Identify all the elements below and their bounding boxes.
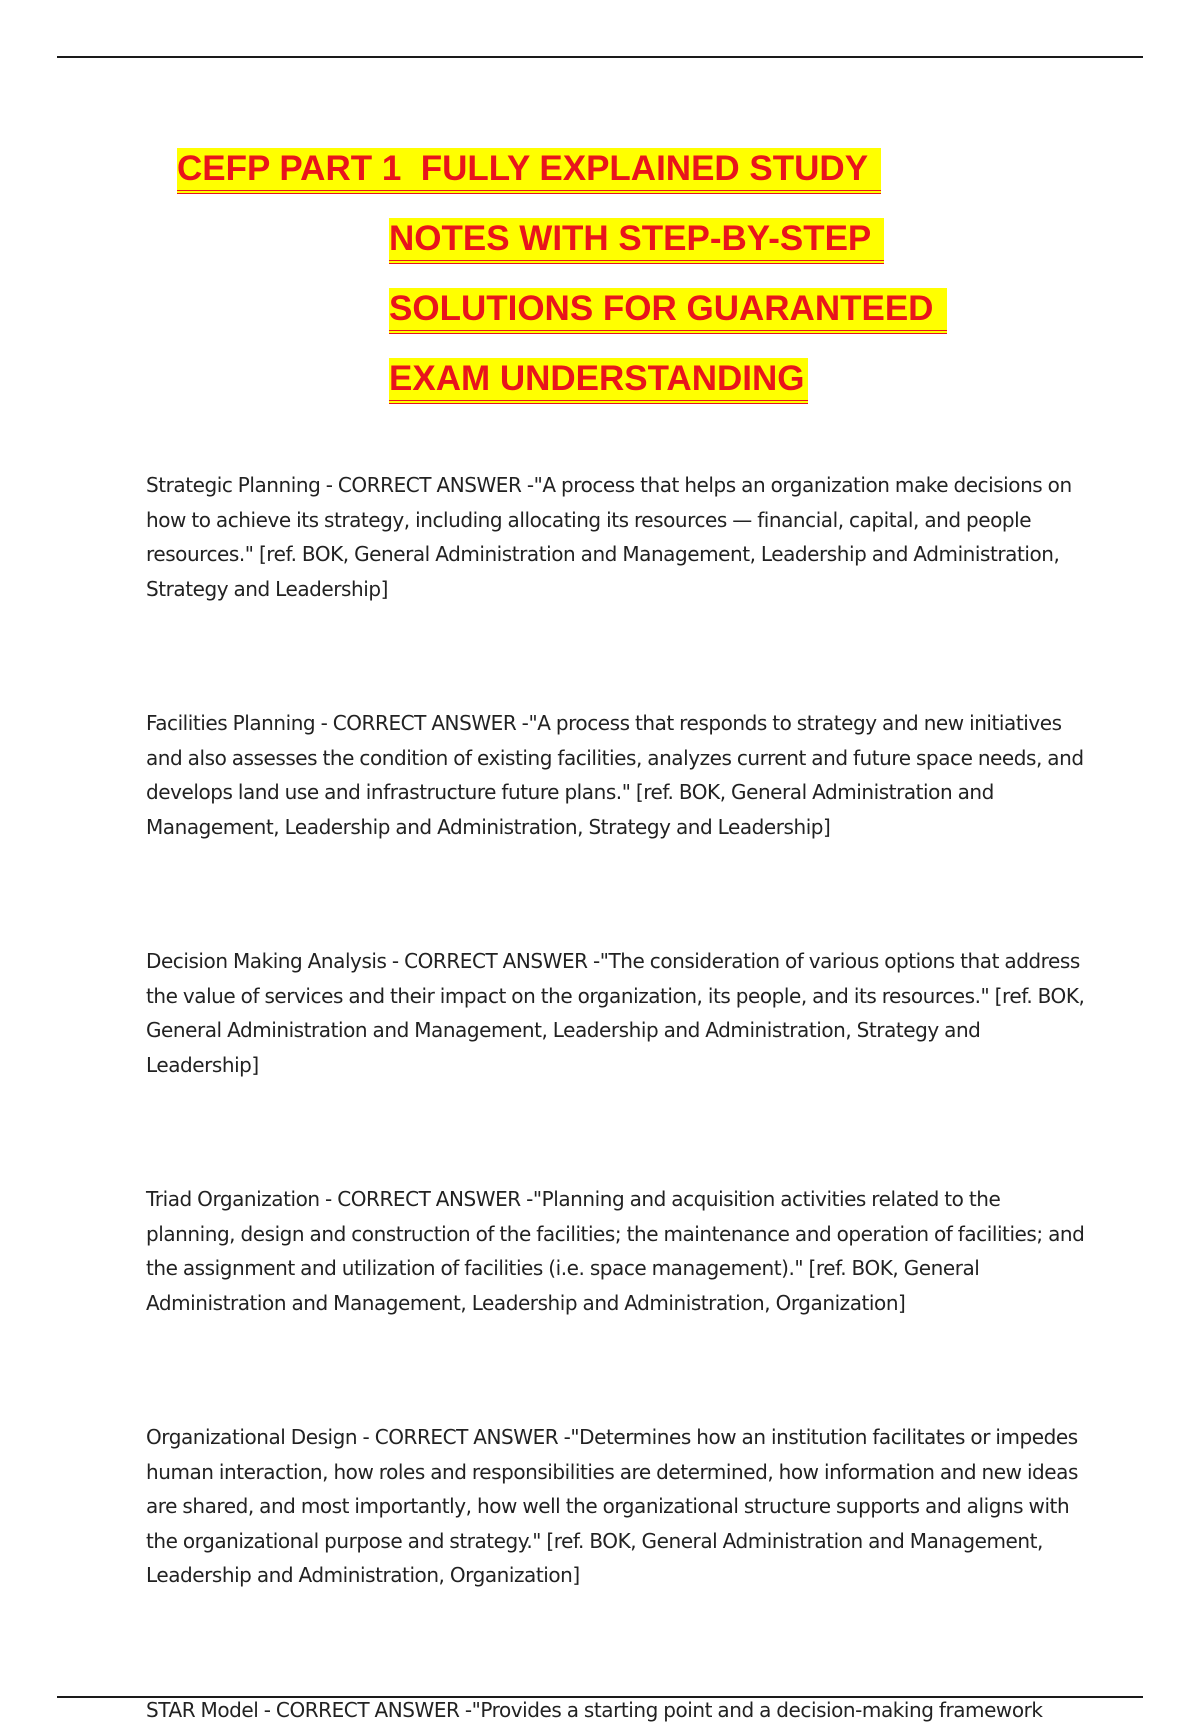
title-line-2: NOTES WITH STEP-BY-STEP xyxy=(389,218,884,264)
title-line-3: SOLUTIONS FOR GUARANTEED xyxy=(389,288,947,334)
entry-organizational-design: Organizational Design - CORRECT ANSWER -"Determines how an institution facilitates or impedes human interaction, how roles and responsibilities are determined, how information and new ideas are shared, and most importantly, how well the organizational structure supports and aligns with the organizational purpose and strategy." [ref. BOK, General Administration and Management, Leadership and Administration, Organization] xyxy=(146,1420,1086,1593)
document-title xyxy=(0,0,1200,420)
title-line-4: EXAM UNDERSTANDING xyxy=(389,358,808,404)
entry-triad-organization: Triad Organization - CORRECT ANSWER -"Planning and acquisition activities related to the planning, design and construction of the facilities; the maintenance and operation of facilities; and the assignment and utilization of facilities (i.e. space management)." [ref. BOK, General Administration and Management, Leadership and Administration, Organization] xyxy=(146,1182,1086,1320)
entry-facilities-planning: Facilities Planning - CORRECT ANSWER -"A process that responds to strategy and new initiatives and also assesses the condition of existing facilities, analyzes current and future space needs, and develops land use and infrastructure future plans." [ref. BOK, General Administration and Management, Leadership and Administration, Strategy and Leadership] xyxy=(146,706,1086,844)
bottom-rule xyxy=(57,1696,1143,1698)
entry-strategic-planning: Strategic Planning - CORRECT ANSWER -"A process that helps an organization make decisions on how to achieve its strategy, including allocating its resources — financial, capital, and people resources." [ref. BOK, General Administration and Management, Leadership and Administration, Strategy and Leadership] xyxy=(146,468,1086,606)
glossary-entries xyxy=(146,468,1086,1727)
entry-star-model: STAR Model - CORRECT ANSWER -"Provides a starting point and a decision-making framework xyxy=(146,1693,1086,1727)
entry-decision-making-analysis: Decision Making Analysis - CORRECT ANSWER -"The consideration of various options that address the value of services and their impact on the organization, its people, and its resources." [ref. BOK, General Administration and Management, Leadership and Administration, Strategy and Leadership] xyxy=(146,944,1086,1082)
title-line-1: CEFP PART 1 FULLY EXPLAINED STUDY xyxy=(177,148,881,194)
